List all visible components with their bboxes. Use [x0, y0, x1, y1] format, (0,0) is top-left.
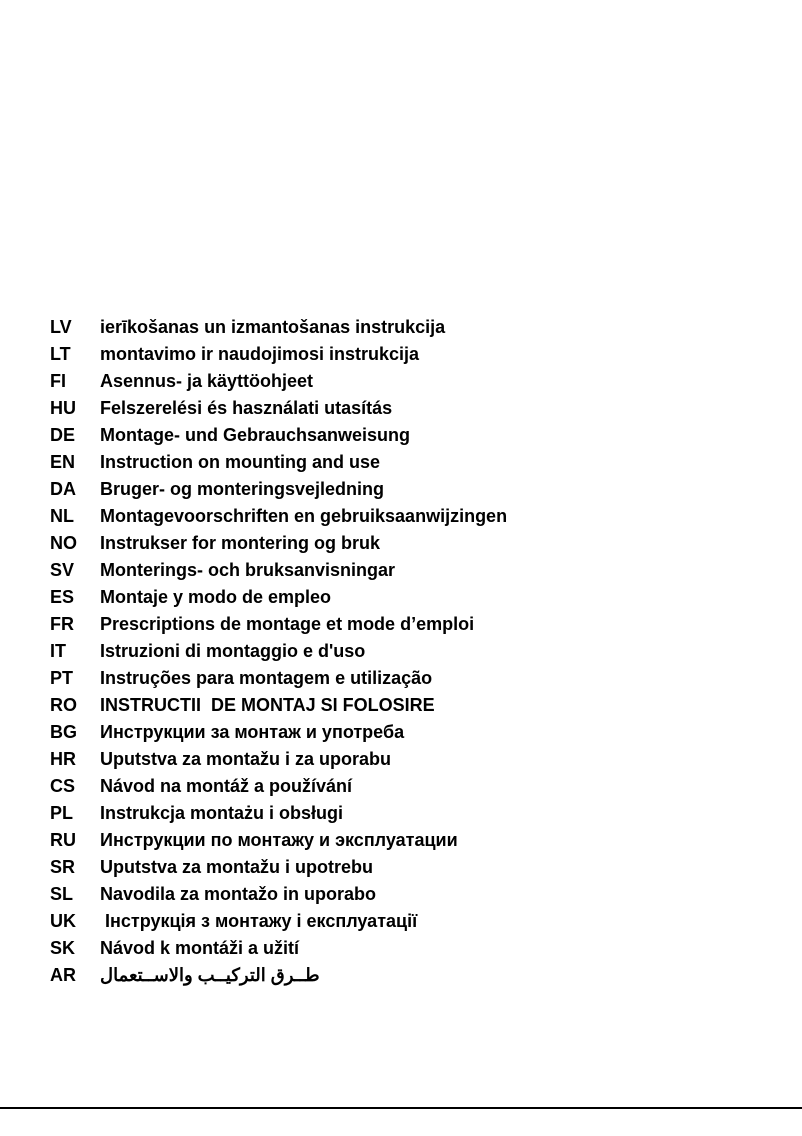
language-title: Monterings- och bruksanvisningar [100, 560, 396, 580]
language-row [50, 557, 770, 584]
language-code: SL [50, 884, 74, 904]
language-title: Montaje y modo de empleo [100, 587, 332, 607]
language-row [50, 692, 770, 719]
language-code: SR [50, 857, 76, 877]
language-title: Montage- und Gebrauchsanweisung [100, 425, 411, 445]
language-code: BG [50, 722, 77, 742]
language-title: Navodila za montažo in uporabo [100, 884, 377, 904]
language-code: RO [50, 695, 77, 715]
language-row [50, 881, 770, 908]
language-code: LV [50, 317, 72, 337]
language-title: Инструкции по монтажу и эксплуатации [100, 830, 458, 850]
language-row [50, 908, 770, 935]
language-code: RU [50, 830, 76, 850]
language-row [50, 611, 770, 638]
language-code: IT [50, 641, 66, 661]
language-code: SK [50, 938, 76, 958]
language-code: FI [50, 371, 66, 391]
language-title: INSTRUCTII DE MONTAJ SI FOLOSIRE [100, 695, 435, 715]
language-row [50, 638, 770, 665]
language-row [50, 476, 770, 503]
language-code: PL [50, 803, 74, 823]
language-code: DA [50, 479, 76, 499]
language-code: LT [50, 344, 71, 364]
language-title: Uputstva za montažu i za uporabu [100, 749, 392, 769]
language-row [50, 827, 770, 854]
language-row [50, 449, 770, 476]
language-code: SV [50, 560, 75, 580]
language-title: montavimo ir naudojimosi instrukcija [100, 344, 420, 364]
language-row [50, 773, 770, 800]
language-title: ierīkošanas un izmantošanas instrukcija [100, 317, 446, 337]
language-row [50, 962, 770, 989]
language-title: طــرق التركيــب والاســتعمال [100, 965, 320, 985]
language-row [50, 341, 770, 368]
language-code: CS [50, 776, 76, 796]
language-title: Návod na montáž a používání [100, 776, 353, 796]
language-title: Instrukser for montering og bruk [100, 533, 381, 553]
language-row [50, 719, 770, 746]
language-title: Felszerelési és használati utasítás [100, 398, 393, 418]
language-row [50, 935, 770, 962]
language-title: Bruger- og monteringsvejledning [100, 479, 385, 499]
language-row [50, 665, 770, 692]
language-list [50, 314, 770, 989]
language-code: ES [50, 587, 75, 607]
language-title: Montagevoorschriften en gebruiksaanwijzingen [100, 506, 508, 526]
language-title: Uputstva za montažu i upotrebu [100, 857, 374, 877]
language-code: NO [50, 533, 77, 553]
language-row [50, 422, 770, 449]
language-title: Prescriptions de montage et mode d’emploi [100, 614, 475, 634]
language-code: DE [50, 425, 76, 445]
language-code: FR [50, 614, 74, 634]
language-title: Návod k montáži a užití [100, 938, 300, 958]
footer-divider [0, 1107, 802, 1109]
language-row [50, 746, 770, 773]
language-row [50, 530, 770, 557]
language-title: Instrukcja montażu i obsługi [100, 803, 344, 823]
language-title: Instruction on mounting and use [100, 452, 380, 472]
language-code: UK [50, 911, 76, 931]
language-row [50, 314, 770, 341]
language-code: AR [50, 965, 76, 985]
language-code: NL [50, 506, 74, 526]
language-title: Instruções para montagem e utilização [100, 668, 433, 688]
language-title: Инструкции за монтаж и употреба [100, 722, 405, 742]
language-code: EN [50, 452, 76, 472]
language-row [50, 584, 770, 611]
language-row [50, 854, 770, 881]
language-title: Asennus- ja käyttöohjeet [100, 371, 314, 391]
language-row [50, 800, 770, 827]
language-row [50, 368, 770, 395]
language-row [50, 395, 770, 422]
language-code: PT [50, 668, 74, 688]
language-code: HR [50, 749, 76, 769]
language-code: HU [50, 398, 76, 418]
language-row [50, 503, 770, 530]
language-title: Istruzioni di montaggio e d'uso [100, 641, 366, 661]
language-title: Інструкція з монтажу і експлуатації [100, 911, 418, 931]
